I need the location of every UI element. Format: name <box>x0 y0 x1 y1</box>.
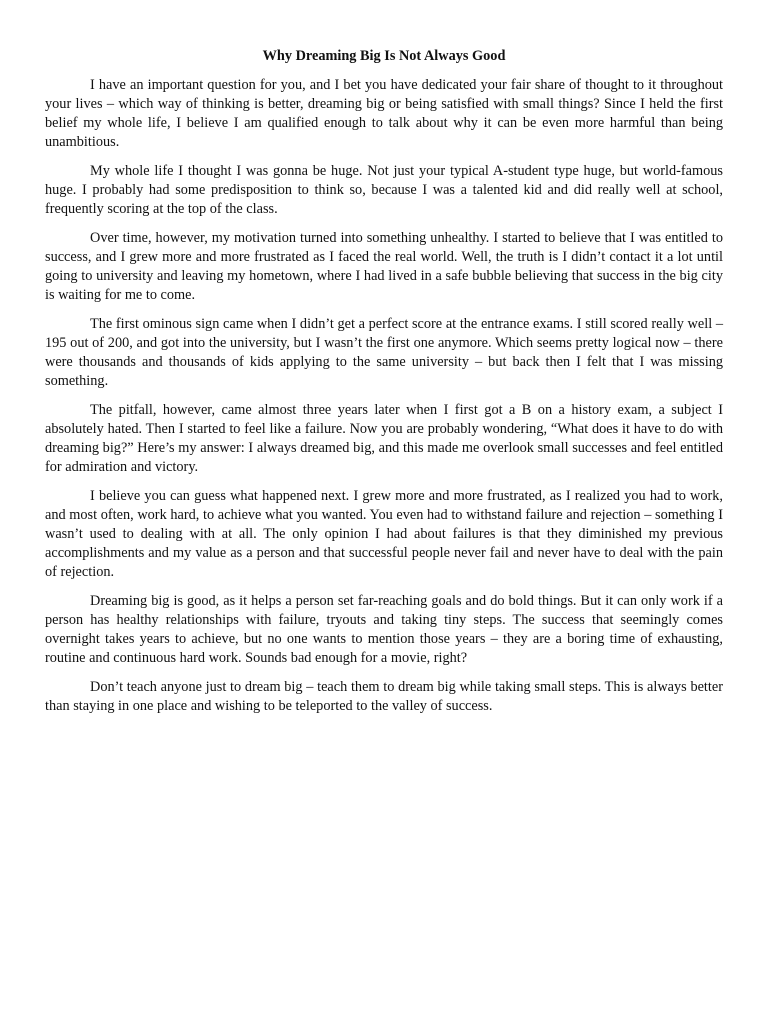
paragraph-4: The first ominous sign came when I didn’t get a perfect score at the entrance exams. I still scored really well – 195 out of 200, and got into the university, but I wasn’t the first one anymore. Which seems pretty logical now – there were thousands and thousands of kids applying to the same university – but back then I felt that I was missing something. <box>45 316 723 389</box>
paragraph-1: I have an important question for you, and I bet you have dedicated your fair share of thought to it throughout your lives – which way of thinking is better, dreaming big or being satisfied with small things? Since I held the first belief my whole life, I believe I am qualified enough to talk about why it can be even more harmful than being unambitious. <box>45 77 723 150</box>
paragraph-8: Don’t teach anyone just to dream big – teach them to dream big while taking small steps. This is always better than staying in one place and wishing to be teleported to the valley of success. <box>45 679 723 714</box>
paragraph-7: Dreaming big is good, as it helps a person set far-reaching goals and do bold things. But it can only work if a person has healthy relationships with failure, tryouts and taking tiny steps. The success that seemingly comes overnight takes years to achieve, but no one wants to mention those years – they are a boring time of exhausting, routine and continuous hard work. Sounds bad enough for a movie, right? <box>45 593 723 666</box>
document-body <box>45 76 723 726</box>
document-title: Why Dreaming Big Is Not Always Good <box>262 48 506 64</box>
paragraph-3: Over time, however, my motivation turned into something unhealthy. I started to believe that I was entitled to success, and I grew more and more frustrated as I faced the real world. Well, the truth is I didn’t contact it a lot until going to university and leaving my hometown, where I had lived in a safe bubble believing that success in the big city is waiting for me to come. <box>45 230 723 303</box>
paragraph-6: I believe you can guess what happened next. I grew more and more frustrated, as I realized you had to work, and most often, work hard, to achieve what you wanted. You even had to withstand failure and rejection – something I wasn’t used to dealing with at all. The only opinion I had about failures is that they diminished my previous accomplishments and my value as a person and that successful people never fail and never have to deal with the pain of rejection. <box>45 488 723 580</box>
paragraph-2: My whole life I thought I was gonna be huge. Not just your typical A-student type huge, but world-famous huge. I probably had some predisposition to think so, because I was a talented kid and did really well at school, frequently scoring at the top of the class. <box>45 163 723 217</box>
paragraph-5: The pitfall, however, came almost three years later when I first got a B on a history exam, a subject I absolutely hated. Then I started to feel like a failure. Now you are probably wondering, “What does it have to do with dreaming big?” Here’s my answer: I always dreamed big, and this made me overlook small successes and feel entitled for admiration and victory. <box>45 402 723 475</box>
